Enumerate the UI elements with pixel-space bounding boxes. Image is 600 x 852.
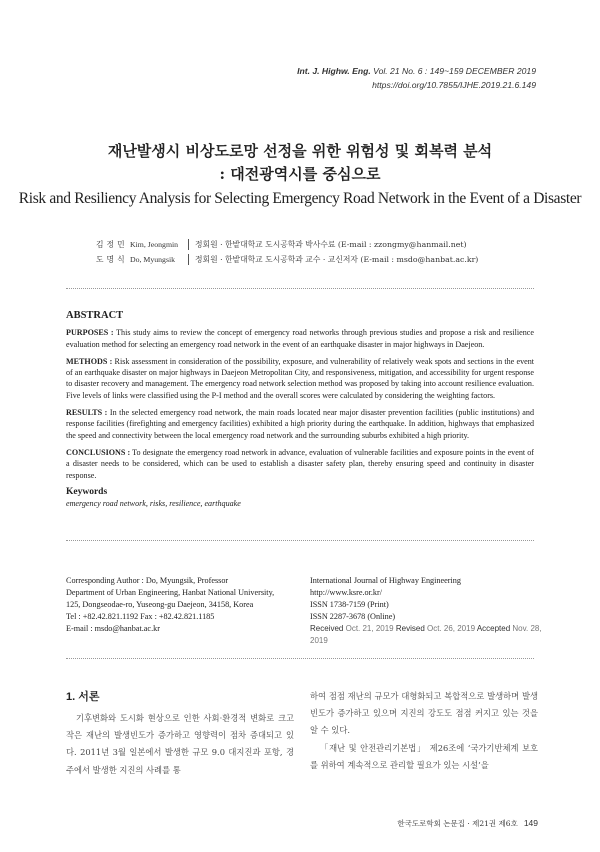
methods-text: Risk assessment in consideration of the possibility, exposure, and vulnerability of relatively weak spots and sections in the event of an earthquake disaster on major highways in Daejeon Metropolitan City, and responsiveness, mitigation, and accessibility for urgent response to disaster recovery and management. The emergency road network selection method was proposed by taking into account resilience evaluation. Five levels of links were classified using the P-I method and the overall scores were calculated by considering the weighting factors.	[66, 356, 535, 400]
body-paragraph: 「재난 및 안전관리기본법」 제26조에 ‘국가기반체계 보호를 위하여 계속적으로 관리할 필요가 있는 시설’을	[310, 742, 538, 770]
accepted-date: Nov. 28, 2019	[310, 624, 542, 645]
abstract-heading: ABSTRACT	[66, 310, 124, 321]
corr-line: Tel : +82.42.821.1192 Fax : +82.42.821.1185	[66, 612, 215, 621]
corr-line: Department of Urban Engineering, Hanbat National University,	[66, 588, 275, 597]
body-paragraph: 하여 점점 재난의 규모가 대형화되고 복합적으로 발생하며 발생빈도가 증가하고 있으며 지진의 강도도 점점 커지고 있는 것을 알 수 있다.	[310, 691, 538, 736]
journal-volume: Vol. 21 No. 6 : 149~159 DECEMBER 2019	[370, 66, 536, 76]
body-column-right	[310, 688, 538, 774]
journal-name: Int. J. Highw. Eng.	[297, 66, 371, 76]
author-name-ko: 김정민	[96, 240, 128, 249]
results-text: In the selected emergency road network, the main roads located near major disaster prevention facilities (public institutions) and response facilities (firefighting and emergency facilities) exhibited a high priority during the earthquake. In addition, highways that emphasized the speed and connectivity between the local emergency road network and the surrounding suburbs exhibited a high priority.	[66, 408, 534, 440]
author-row	[96, 237, 478, 252]
submission-dates	[310, 623, 550, 647]
methods-label: METHODS :	[66, 356, 113, 366]
abstract-results	[66, 407, 534, 441]
title-korean-line2: : 대전광역시를 중심으로	[219, 165, 381, 183]
body-paragraph: 기후변화와 도시화 현상으로 인한 사회·환경적 변화로 크고 작은 재난의 발생빈도가 증가하고 영향력이 점차 증대되고 있다. 2011년 3월 일본에서 발생한 규모 9.0 대지진과 포항, 경주에서 발생한 지진의 사례를 통	[66, 713, 294, 775]
divider	[66, 540, 534, 541]
received-label: Received	[310, 624, 344, 633]
divider	[66, 658, 534, 659]
author-affiliation: 정회원 · 한밭대학교 도시공학과 교수 · 교신저자 (E-mail : msdo@hanbat.ac.kr)	[195, 255, 479, 264]
journal-url[interactable]: http://www.ksre.or.kr/	[310, 588, 383, 597]
keywords-list: emergency road network, risks, resilience, earthquake	[66, 499, 241, 509]
divider	[66, 288, 534, 289]
journal-citation	[297, 64, 536, 92]
purposes-text: This study aims to review the concept of emergency road networks through previous studies and propose a risk and resilience evaluation method for selecting an emergency road network in the event of an earthquake disaster in major highways in Daejeon.	[66, 328, 534, 349]
author-affiliation: 정회원 · 한밭대학교 도시공학과 박사수료 (E-mail : zzongmy@hanmail.net)	[195, 240, 467, 249]
body-column-left	[66, 710, 294, 779]
keywords-heading: Keywords	[66, 486, 108, 497]
accepted-label: Accepted	[476, 624, 511, 633]
journal-info-line: ISSN 2287-3678 (Online)	[310, 612, 396, 621]
conclusions-text: To designate the emergency road network in advance, evaluation of vulnerable facilities and exposure points in the event of a disaster needs to be considered, which can be used to establish a disaster safety plan, thereby ensuring speed and continuity in disaster response.	[66, 447, 534, 480]
title-korean	[0, 140, 600, 186]
corresponding-author	[66, 575, 296, 635]
journal-info-line: International Journal of Highway Engineering	[310, 576, 461, 585]
abstract-methods	[66, 356, 534, 401]
results-label: RESULTS :	[66, 408, 108, 418]
abstract	[66, 310, 534, 509]
footer-journal: 한국도로학회 논문집 · 제21권 제6호	[397, 819, 518, 828]
purposes-label: PURPOSES :	[66, 328, 114, 338]
title-korean-line1: 재난발생시 비상도로망 선정을 위한 위험성 및 회복력 분석	[107, 142, 493, 160]
page-number: 149	[523, 818, 538, 828]
doi-link[interactable]: https://doi.org/10.7855/IJHE.2019.21.6.149	[372, 80, 536, 90]
abstract-purposes	[66, 327, 534, 350]
corr-line: Corresponding Author : Do, Myungsik, Professor	[66, 576, 229, 585]
divider	[188, 254, 189, 265]
author-name-en: Kim, Jeongmin	[130, 240, 179, 249]
conclusions-label: CONCLUSIONS :	[66, 447, 131, 457]
journal-info-line: ISSN 1738-7159 (Print)	[310, 600, 389, 609]
page-footer	[397, 818, 538, 829]
author-list	[96, 237, 478, 267]
abstract-conclusions	[66, 447, 534, 481]
author-name-ko: 도명식	[96, 255, 128, 264]
journal-info	[310, 575, 550, 647]
revised-label: Revised	[395, 624, 425, 633]
received-date: Oct. 21, 2019	[345, 624, 394, 633]
title-english: Risk and Resiliency Analysis for Selecting Emergency Road Network in the Event of a Disaster	[18, 190, 582, 207]
author-name-en: Do, Myungsik	[130, 255, 176, 264]
author-row	[96, 252, 478, 267]
corr-line: 125, Dongseodae-ro, Yuseong-gu Daejeon, 34158, Korea	[66, 600, 254, 609]
section-heading: 1. 서론	[66, 691, 100, 703]
revised-date: Oct. 26, 2019	[427, 624, 476, 633]
divider	[188, 239, 189, 250]
corr-email: E-mail : msdo@hanbat.ac.kr	[66, 624, 160, 633]
